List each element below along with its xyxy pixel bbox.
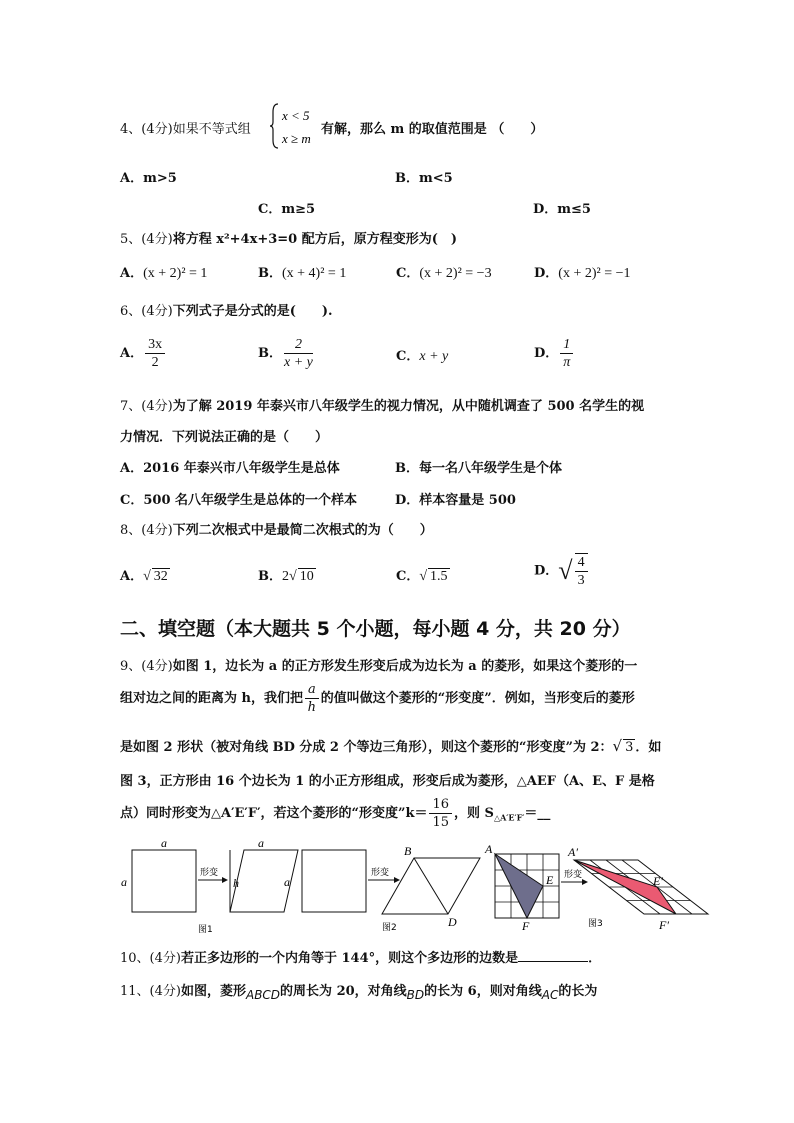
section2-title: 二、填空题（本大题共 5 个小题，每小题 4 分，共 20 分）: [120, 618, 631, 640]
q11-text-1: 如图，菱形: [180, 984, 246, 999]
q6-number: 6、(4分): [120, 304, 173, 319]
q7-option-b[interactable]: B．每一名八年级学生是个体: [395, 461, 562, 476]
q11-number: 11、(4分): [120, 984, 181, 999]
q4-inequality-system: [270, 102, 322, 150]
q8-d-radical-sign: √: [558, 556, 573, 585]
q4-ineq2: x ≥ m: [282, 131, 311, 146]
q6-option-c-letter: C．: [396, 349, 420, 364]
q5-option-a-value: (x + 2)² = 1: [143, 266, 208, 281]
q5-option-b-value: (x + 4)² = 1: [282, 266, 347, 281]
q4-text-b: 有解，那么 m 的取值范围是: [321, 122, 487, 137]
q9-line2-a: 组对边之间的距离为 h，我们把: [120, 691, 303, 706]
q8-line: [120, 519, 433, 538]
fig3-arrow-label: 形变: [564, 870, 583, 880]
q8-option-d[interactable]: [534, 553, 590, 589]
q8-option-b[interactable]: [258, 565, 316, 585]
q5-option-b-letter: B．: [258, 266, 282, 281]
q11-var-ac: AC: [541, 988, 559, 1002]
q9-line5: [120, 796, 550, 831]
q7-option-d[interactable]: D．样本容量是 500: [395, 493, 516, 508]
q8-option-d-letter: D．: [534, 563, 559, 579]
q10-text-b: ．: [588, 951, 602, 966]
q8-option-b-letter: B．: [258, 569, 282, 584]
q6-option-d-letter: D．: [534, 346, 559, 361]
q9-line2: [120, 681, 635, 716]
q8-option-b-radicand: 10: [299, 569, 314, 584]
q9-frac-denominator: h: [307, 700, 317, 715]
fig3-label-f: F: [522, 919, 530, 933]
q9-line5-a: 点）同时形变为△A′E′F′，若这个菱形的“形变度”k＝: [120, 806, 428, 821]
q8-option-a[interactable]: [120, 565, 170, 585]
q7-option-a[interactable]: A．2016 年泰兴市八年级学生是总体: [120, 461, 340, 476]
q8-d-numerator: 4: [575, 554, 588, 572]
q6-option-a[interactable]: [120, 336, 167, 371]
q6-option-b-letter: B．: [258, 346, 282, 361]
fig1-arrow-label: 形变: [200, 868, 219, 878]
q4-option-b[interactable]: B．m<5: [395, 171, 453, 186]
q7-number: 7、(4分): [120, 399, 173, 414]
fig2-label-d: D: [448, 915, 457, 929]
q5-number: 5、(4分): [120, 232, 173, 247]
q5-option-b[interactable]: [258, 262, 346, 282]
fig1-caption: 图1: [198, 925, 213, 935]
q5-text: 将方程 x²+4x+3=0 配方后，原方程变形为( ): [172, 232, 458, 247]
q9-sqrt3: [612, 737, 636, 755]
q9-line5-b: ，则 S: [454, 806, 494, 821]
fig1-label-a-top: a: [161, 836, 167, 850]
q4-number: 4、(4分): [120, 122, 173, 137]
q5-option-d[interactable]: [534, 262, 631, 282]
q9-sqrt-radicand: 3: [625, 740, 634, 755]
q10-text-a: 若正多边形的一个内角等于 144°，则这个多边形的边数是: [180, 951, 519, 966]
q9-line3: [120, 736, 661, 755]
fig3-label-e: E: [546, 873, 554, 887]
q9-radical-sign: √: [612, 737, 623, 755]
fig1-label-h: h: [233, 876, 239, 890]
q6-text: 下列式子是分式的是( ).: [172, 304, 333, 319]
q11-text-4: 的长为: [558, 984, 598, 999]
q7-line1: [120, 395, 644, 414]
q7-text-line1: 为了解 2019 年泰兴市八年级学生的视力情况，从中随机调查了 500 名学生的视: [172, 399, 645, 414]
q9-frac-numerator: a: [305, 681, 319, 699]
fig1-label-a-left: a: [121, 875, 127, 889]
q5-option-c-value: (x + 2)² = −3: [419, 266, 492, 281]
fig1-arrow-head: [222, 877, 228, 883]
figure2: [302, 844, 480, 933]
fig3-arrow-head: [582, 879, 588, 885]
q6-b-denominator: x + y: [284, 355, 313, 370]
q9-line3-a: 是如图 2 形状（被对角线 BD 分成 2 个等边三角形），则这个菱形的“形变度”为 2：: [120, 740, 613, 755]
q9-k-denominator: 15: [432, 815, 450, 830]
q5-option-c[interactable]: [396, 262, 492, 282]
q11-var-bd: BD: [406, 988, 425, 1002]
q5-option-d-value: (x + 2)² = −1: [558, 266, 631, 281]
q7-option-c[interactable]: C．500 名八年级学生是总体的一个样本: [120, 493, 358, 508]
q6-line: [120, 300, 333, 319]
q11-var-abcd: ABCD: [245, 988, 281, 1002]
q9-number: 9、(4分): [120, 659, 173, 674]
q4-paren: （ ）: [491, 122, 544, 137]
q5-option-a-letter: A．: [120, 266, 144, 281]
q8-option-c[interactable]: [396, 565, 450, 585]
q6-option-d-fraction: [560, 336, 573, 371]
q4-line: [120, 118, 251, 137]
q8-d-denominator: 3: [577, 573, 585, 588]
q9-text-line1: 如图 1，边长为 a 的正方形发生形变后成为边长为 a 的菱形，如果这个菱形的一: [172, 659, 638, 674]
q10-answer-blank[interactable]: [518, 961, 588, 962]
q6-a-numerator: 3x: [145, 336, 165, 354]
q11-text-3: 的长为 6，则对角线: [424, 984, 542, 999]
q11-text-2: 的周长为 20，对角线: [280, 984, 407, 999]
q9-line1: [120, 655, 637, 674]
q8-option-a-letter: A．: [120, 569, 144, 584]
q9-k-numerator: 16: [429, 796, 452, 814]
q6-option-a-letter: A．: [120, 346, 144, 361]
q6-option-d[interactable]: [534, 336, 575, 371]
q9-line4: 图 3，正方形由 16 个边长为 1 的小正方形组成，形变后成为菱形，△AEF（A、E、F 是格: [120, 774, 655, 789]
fig1-label-a-right: a: [284, 875, 290, 889]
q6-d-denominator: π: [563, 355, 571, 370]
q5-option-a[interactable]: [120, 262, 207, 282]
q10-number: 10、(4分): [120, 951, 181, 966]
q8-b-radical-sign: √: [289, 569, 297, 584]
q4-text-a: 如果不等式组: [172, 122, 251, 137]
fig2-diagonal-bd: [414, 858, 448, 914]
q9-a-over-h-fraction: [305, 681, 319, 716]
fig1-square: [132, 850, 196, 912]
fig2-square: [302, 850, 366, 912]
q6-option-b[interactable]: [258, 336, 315, 371]
q9-line5-c: ＝__: [524, 806, 551, 821]
q8-option-b-coefficient: 2: [282, 569, 289, 584]
fig3-label-e-prime: E′: [653, 874, 663, 888]
q6-option-a-fraction: [145, 336, 165, 371]
q6-option-b-fraction: [284, 336, 313, 371]
q4-option-c[interactable]: C．m≥5: [258, 202, 316, 217]
q10-line: [120, 947, 601, 966]
q8-text: 下列二次根式中是最简二次根式的为（ ）: [172, 523, 433, 538]
q8-option-d-fraction: [575, 553, 588, 589]
q5-line: [120, 228, 457, 247]
figure1: [121, 836, 298, 935]
q9-line2-b: 的值叫做这个菱形的“形变度”．例如，当形变后的菱形: [320, 691, 635, 706]
fig2-label-b: B: [404, 844, 412, 858]
q8-option-c-radicand: 1.5: [430, 569, 448, 584]
q8-a-radical-sign: √: [143, 569, 151, 584]
q8-c-radical-sign: √: [419, 569, 428, 584]
q6-a-denominator: 2: [151, 355, 159, 370]
q9-k-fraction: [429, 796, 452, 831]
fig2-arrow-head: [394, 877, 400, 883]
q8-number: 8、(4分): [120, 523, 173, 538]
q5-option-c-letter: C．: [396, 266, 420, 281]
q8-option-c-letter: C．: [396, 569, 420, 584]
q6-b-numerator: 2: [284, 336, 313, 354]
q11-line: [120, 980, 597, 1002]
q4-ineq1: x < 5: [282, 108, 310, 123]
q9-area-subscript: △A′E′F′: [493, 812, 525, 823]
q7-line2: 力情况．下列说法正确的是（ ）: [120, 430, 329, 445]
fig3-label-f-prime: F′: [659, 918, 669, 932]
q6-option-c-value: x + y: [419, 349, 449, 364]
q4-option-d[interactable]: D．m≤5: [533, 202, 591, 217]
q4-line-b: [321, 118, 543, 137]
q6-option-c[interactable]: [396, 345, 448, 365]
q9-line3-b: ．如: [635, 740, 662, 755]
fig2-arrow-label: 形变: [371, 868, 390, 878]
fig2-caption: 图2: [382, 923, 397, 933]
fig3-caption: 图3: [588, 919, 603, 929]
q8-option-a-radicand: 32: [153, 569, 168, 584]
q5-option-d-letter: D．: [534, 266, 559, 281]
q9-figures: [118, 836, 718, 936]
fig3-label-a-prime: A′: [568, 845, 578, 859]
fig1-label-a-rhombus: a: [258, 836, 264, 850]
q4-option-a[interactable]: A．m>5: [120, 171, 177, 186]
q4-brace: [270, 104, 278, 148]
figure3: [484, 842, 708, 933]
q6-d-numerator: 1: [560, 336, 573, 354]
fig3-label-a: A: [485, 842, 493, 856]
